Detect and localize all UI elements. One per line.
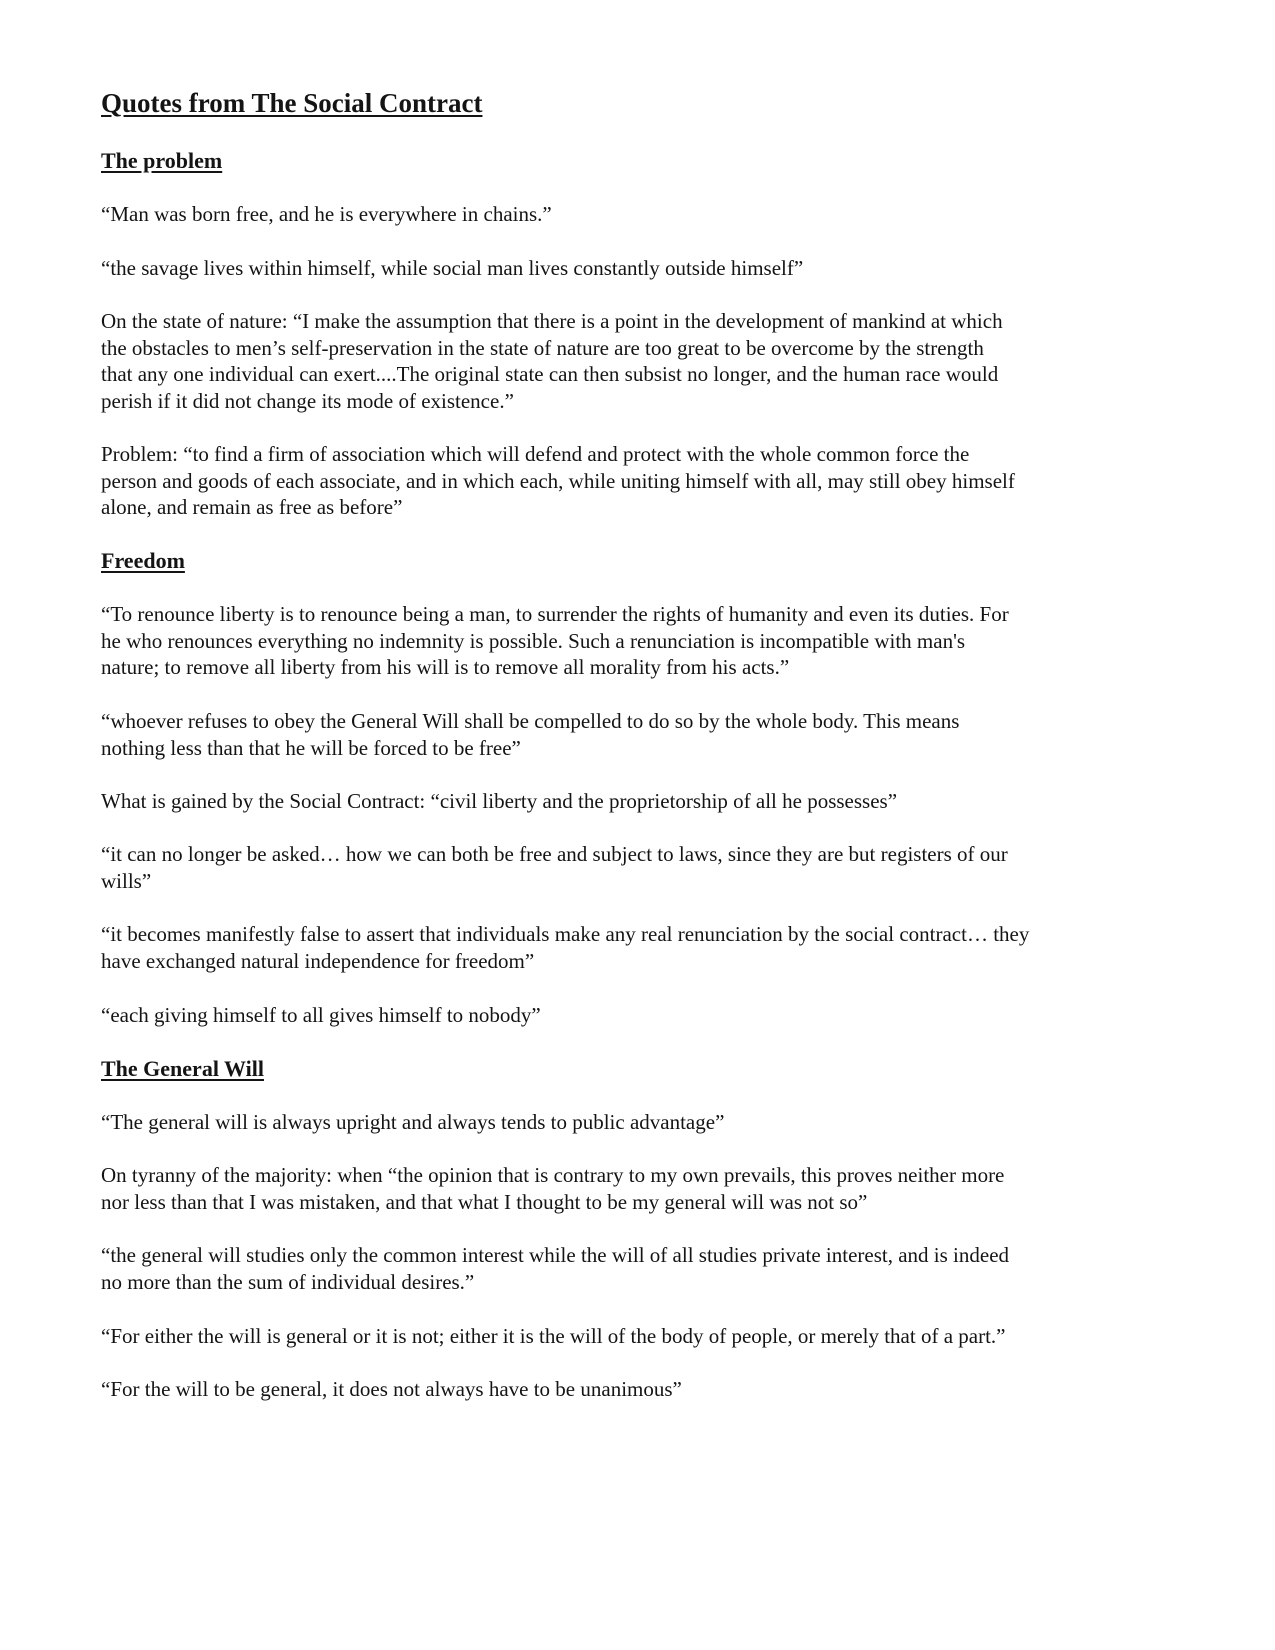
text-line: have exchanged natural independence for freedom” — [101, 948, 535, 973]
text-line: “For either the will is general or it is not; either it is the will of the body of people, or merely that of a part.” — [101, 1324, 1006, 1348]
quote-paragraph — [101, 788, 1161, 815]
quote-paragraph — [101, 921, 1161, 974]
quote-paragraph — [101, 308, 1161, 414]
text-line: Problem: “to find a firm of association which will defend and protect with the whole common force the — [101, 442, 970, 466]
text-line: “The general will is always upright and always tends to public advantage” — [101, 1110, 725, 1134]
text-line: On the state of nature: “I make the assumption that there is a point in the development of mankind at which — [101, 309, 1003, 333]
text-line: On tyranny of the majority: when “the opinion that is contrary to my own prevails, this proves neither more — [101, 1163, 1005, 1187]
text-line: wills” — [101, 868, 152, 893]
text-line: “To renounce liberty is to renounce being a man, to surrender the rights of humanity and even its duties. For — [101, 602, 1009, 626]
text-line: What is gained by the Social Contract: “civil liberty and the proprietorship of all he possesses” — [101, 789, 898, 813]
quote-paragraph — [101, 1002, 1161, 1029]
text-line: that any one individual can exert....The original state can then subsist no longer, and the human race would — [101, 362, 999, 387]
quote-paragraph — [101, 201, 1161, 228]
text-line: “it becomes manifestly false to assert that individuals make any real renunciation by the social contract… they — [101, 922, 1030, 946]
quote-paragraph — [101, 1242, 1161, 1295]
quote-paragraph — [101, 441, 1161, 521]
text-line: alone, and remain as free as before” — [101, 495, 403, 520]
text-line: the obstacles to men’s self-preservation in the state of nature are too great to be overcome by the strength — [101, 335, 984, 360]
quote-paragraph — [101, 708, 1161, 761]
text-line: perish if it did not change its mode of existence.” — [101, 388, 514, 413]
text-line: “whoever refuses to obey the General Will shall be compelled to do so by the whole body. This means — [101, 709, 960, 733]
text-line: nothing less than that he will be forced to be free” — [101, 735, 521, 760]
quote-paragraph — [101, 1109, 1161, 1136]
text-line: “For the will to be general, it does not always have to be unanimous” — [101, 1377, 682, 1401]
quote-paragraph — [101, 1376, 1161, 1403]
text-line: “each giving himself to all gives himself to nobody” — [101, 1003, 541, 1027]
quote-paragraph — [101, 841, 1161, 894]
quote-paragraph — [101, 1162, 1161, 1215]
text-line: “the general will studies only the common interest while the will of all studies private interest, and is indeed — [101, 1243, 1010, 1267]
text-line: “it can no longer be asked… how we can both be free and subject to laws, since they are but registers of our — [101, 842, 1008, 866]
section-heading-freedom: Freedom — [101, 548, 185, 573]
section-heading-general-will: The General Will — [101, 1056, 264, 1081]
quote-paragraph — [101, 601, 1161, 681]
quote-paragraph — [101, 1323, 1161, 1350]
quote-paragraph — [101, 255, 1161, 282]
section-heading-the-problem: The problem — [101, 148, 223, 173]
text-line: nor less than that I was mistaken, and that what I thought to be my general will was not so” — [101, 1189, 868, 1214]
document-title: Quotes from The Social Contract — [101, 88, 483, 118]
text-line: he who renounces everything no indemnity is possible. Such a renunciation is incompatible with man's — [101, 628, 966, 653]
text-line: “the savage lives within himself, while social man lives constantly outside himself” — [101, 256, 804, 280]
text-line: person and goods of each associate, and in which each, while uniting himself with all, may still obey himself — [101, 468, 1015, 493]
text-line: no more than the sum of individual desires.” — [101, 1269, 475, 1294]
text-line: nature; to remove all liberty from his will is to remove all morality from his acts.” — [101, 655, 790, 680]
text-line: “Man was born free, and he is everywhere in chains.” — [101, 202, 552, 226]
